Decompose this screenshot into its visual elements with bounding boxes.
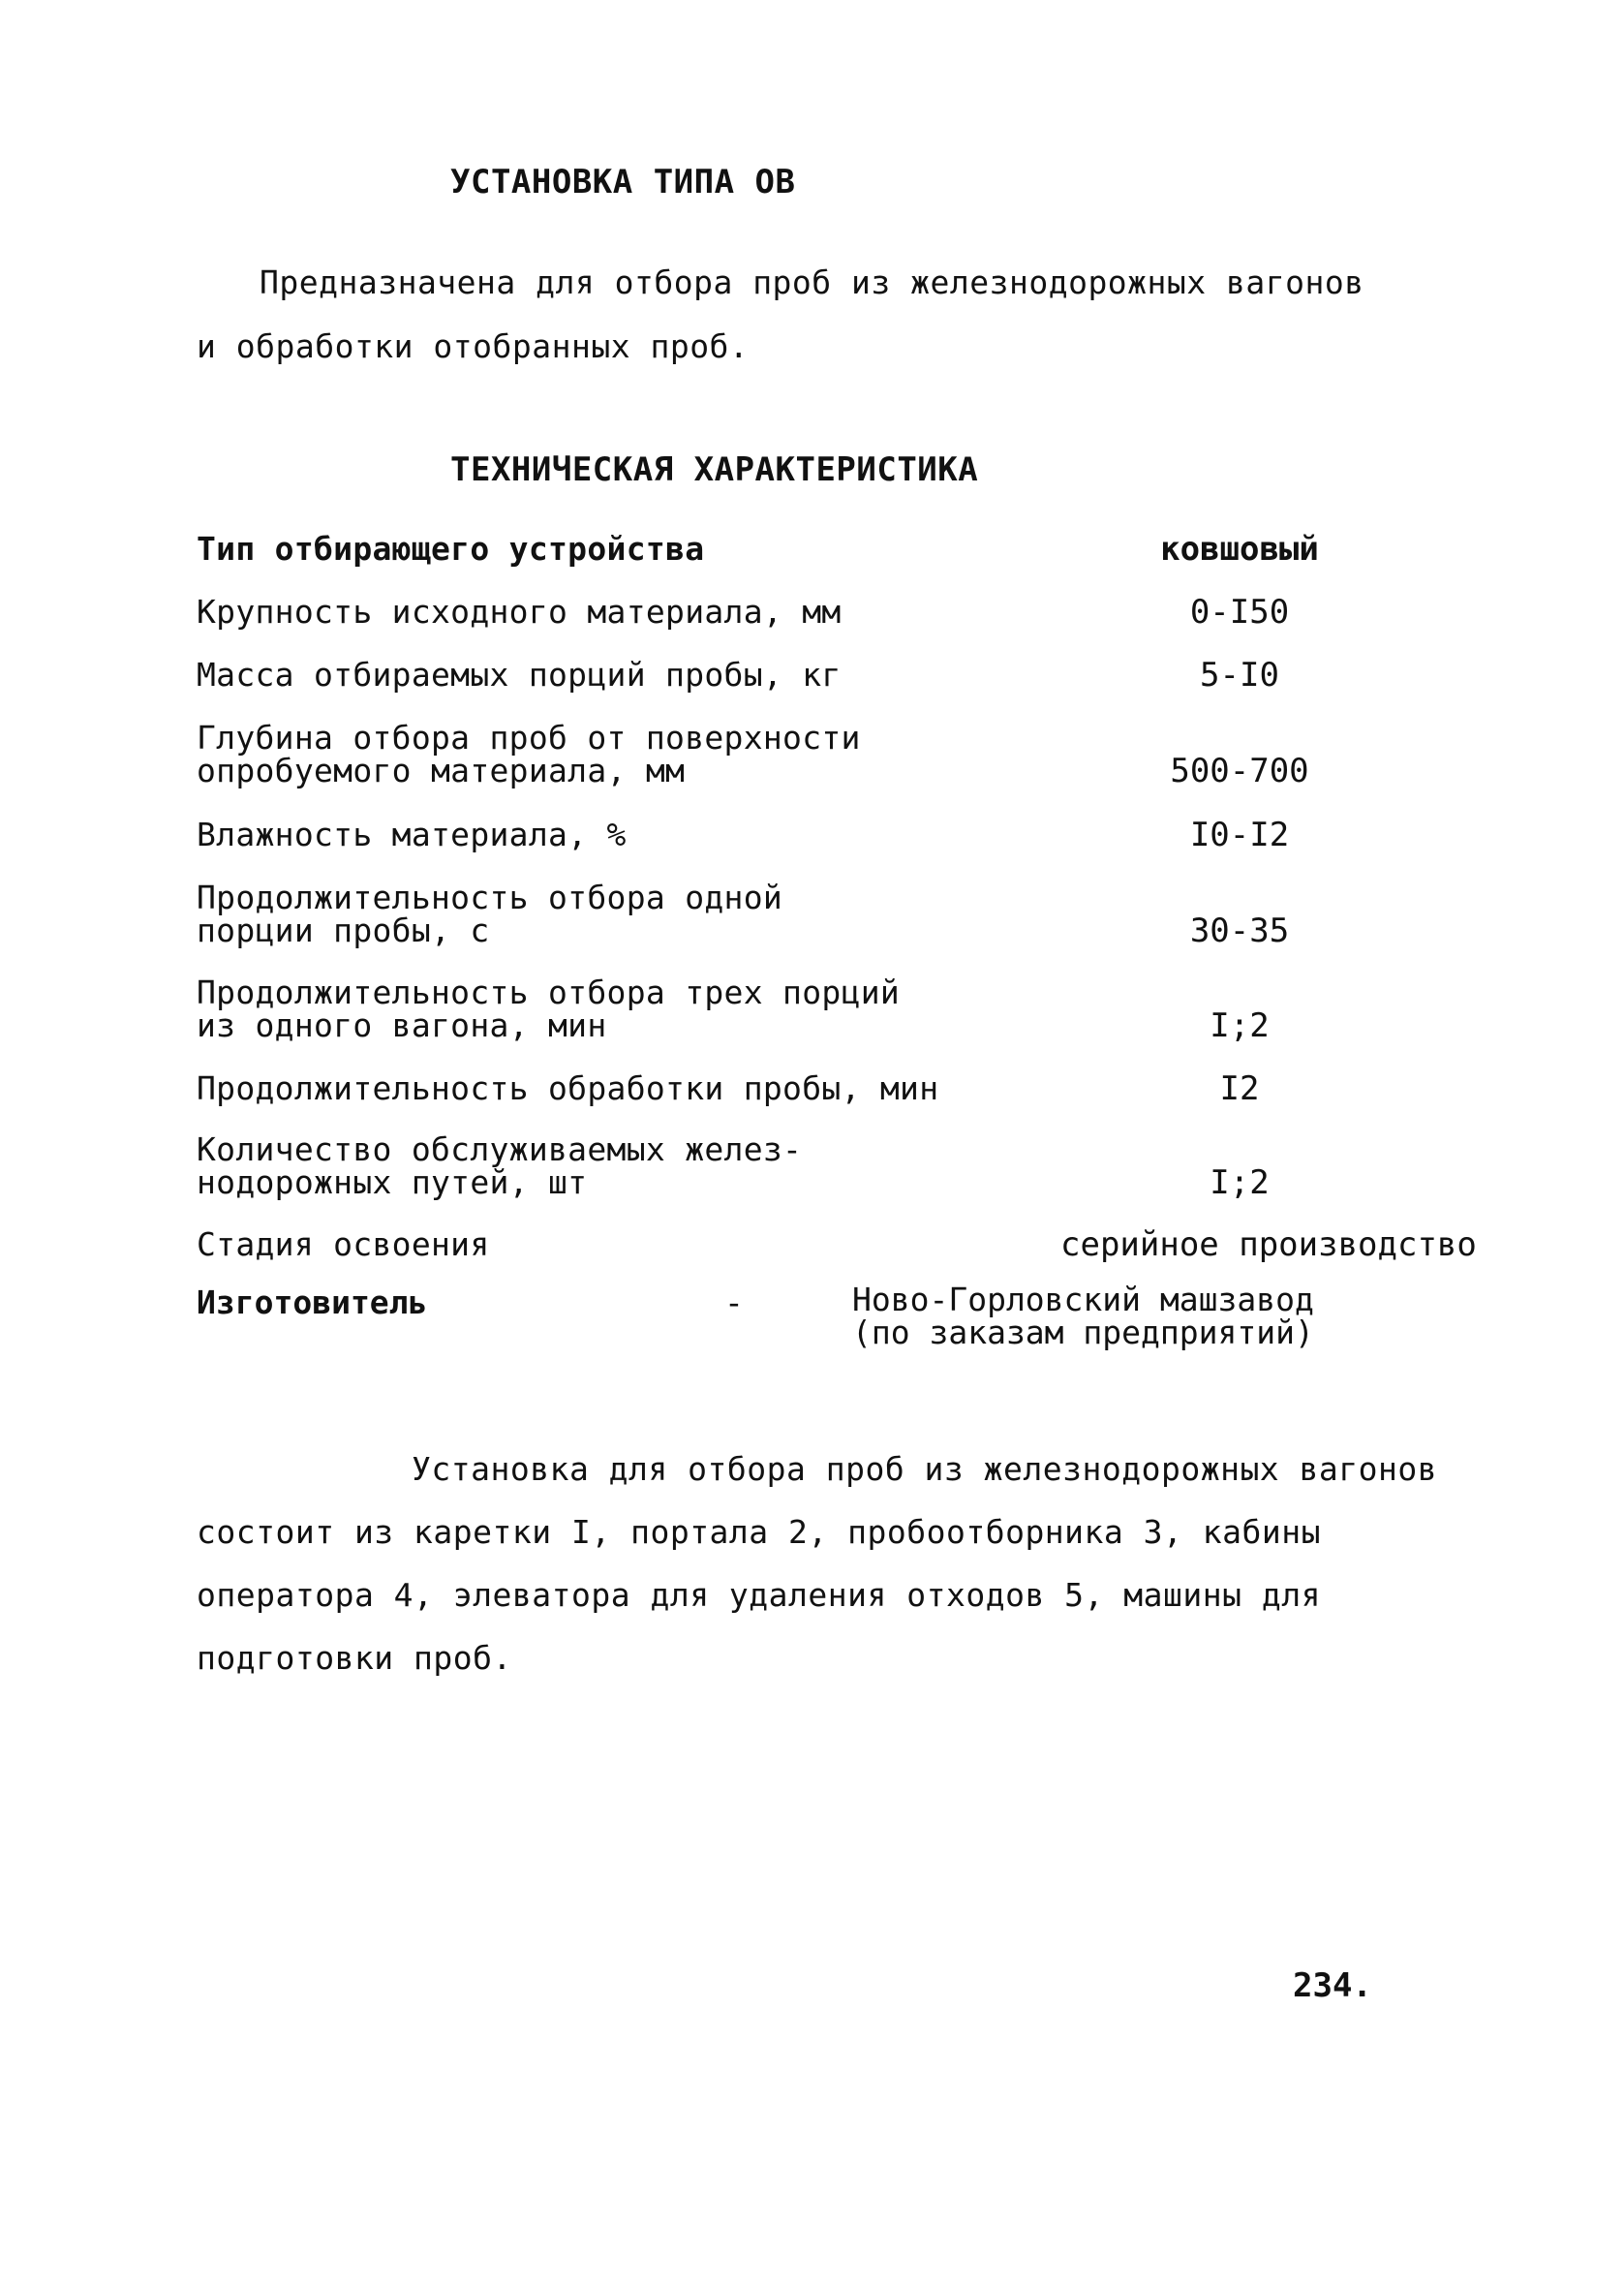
intro-line: Предназначена для отбора проб из железнодорожных вагонов [260, 263, 1364, 301]
spec-label: Влажность материала, % [197, 816, 627, 853]
description-line: подготовки проб. [197, 1639, 512, 1677]
manufacturer-dash: - [724, 1283, 744, 1321]
spec-label: Продолжительность отбора трех порций из одного вагона, мин [197, 974, 901, 1044]
manufacturer-value: Ново-Горловский машзавод (по заказам предприятий) [852, 1281, 1314, 1351]
spec-label: Масса отбираемых порций пробы, кг [197, 656, 842, 694]
spec-value: I;2 [1210, 1163, 1270, 1202]
spec-value: I2 [1219, 1069, 1260, 1108]
description-line: состоит из каретки I, портала 2, пробоотборника 3, кабины [197, 1513, 1321, 1551]
spec-label: Крупность исходного материала, мм [197, 593, 842, 631]
spec-label: Продолжительность обработки пробы, мин [197, 1069, 939, 1107]
spec-label: Количество обслуживаемых желез- нодорожных путей, шт [197, 1130, 803, 1201]
spec-label: Стадия освоения [197, 1225, 490, 1263]
spec-value: серийное производство [1060, 1225, 1477, 1264]
description-line: оператора 4, элеватора для удаления отходов 5, машины для [197, 1576, 1321, 1614]
manufacturer-label: Изготовитель [197, 1283, 428, 1321]
spec-value: 30-35 [1189, 912, 1290, 950]
description-line: Установка для отбора проб из железнодорожных вагонов [412, 1450, 1438, 1488]
spec-value: 0-I50 [1189, 593, 1290, 632]
spec-value: ковшовый [1160, 530, 1319, 569]
spec-label: Тип отбирающего устройства [197, 530, 705, 568]
spec-label: Продолжительность отбора одной порции пробы, с [197, 879, 783, 949]
page-number: 234. [1293, 1966, 1372, 2005]
spec-label: Глубина отбора проб от поверхности опробуемого материала, мм [197, 719, 861, 789]
spec-value: I0-I2 [1189, 816, 1290, 854]
intro-line: и обработки отобранных проб. [197, 327, 750, 365]
spec-section-title: ТЕХНИЧЕСКАЯ ХАРАКТЕРИСТИКА [450, 450, 979, 489]
spec-value: I;2 [1210, 1006, 1270, 1045]
document-title: УСТАНОВКА ТИПА ОВ [450, 163, 796, 201]
spec-value: 500-700 [1170, 752, 1309, 790]
spec-value: 5-I0 [1200, 656, 1279, 695]
